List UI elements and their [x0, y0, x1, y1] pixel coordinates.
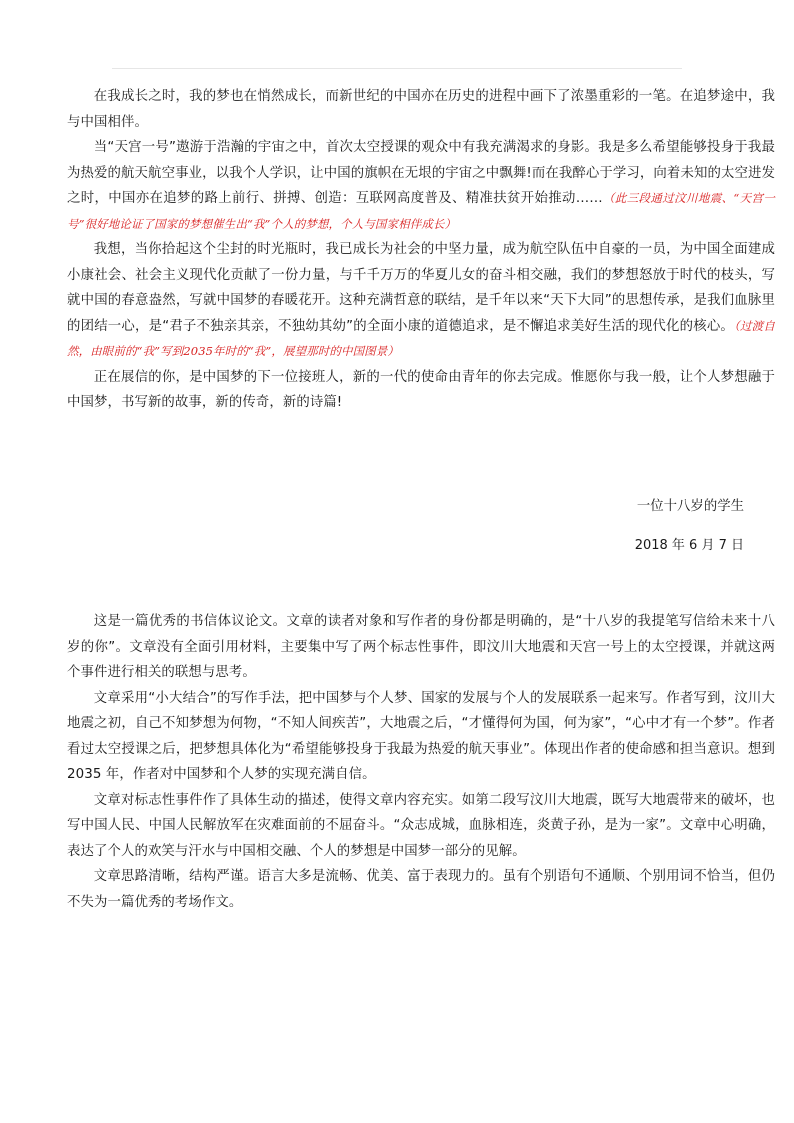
- commentary-paragraph-4: 文章思路清晰，结构严谨。语言大多是流畅、优美、富于表现力的。虽有个别语句不通顺、个别用词不恰当，但仍不失为一篇优秀的考场作文。: [67, 869, 775, 910]
- annotation-note-2: （过渡自然，由眼前的“我”写到2035年时的“我”，展望那时的中国图景）: [67, 318, 775, 358]
- letter-body: [67, 84, 775, 416]
- letter-paragraph-1: 在我成长之时，我的梦也在悄然成长，而新世纪的中国亦在历史的进程中画下了浓墨重彩的一笔。在追梦途中，我与中国相伴。: [67, 89, 775, 130]
- signature: 一位十八岁的学生: [636, 499, 744, 514]
- commentary-paragraph-2: 文章采用“小大结合”的写作手法，把中国梦与个人梦、国家的发展与个人的发展联系一起来写。作者写到，汶川大地震之初，自己不知梦想为何物，“不知人间疾苦”，大地震之后，“才懂得何为国，何为家”，“心中才有一个梦”。作者看过太空授课之后，把梦想具体化为“希望能够投身于我最为热爱的航天事业”。体现出作者的使命感和担当意识。想到 2035 年，作者对中国梦和个人梦的实现充满自信。: [67, 690, 775, 782]
- commentary-paragraph-1: 这是一篇优秀的书信体议论文。文章的读者对象和写作者的身份都是明确的，是“十八岁的我提笔写信给未来十八岁的你”。文章没有全面引用材料，主要集中写了两个标志性事件，即汶川大地震和天宫一号上的太空授课，并就这两个事件进行相关的联想与思考。: [67, 614, 775, 680]
- letter-date: 2018 年 6 月 7 日: [634, 538, 744, 553]
- letter-paragraph-3-text: 我想，当你拾起这个尘封的时光瓶时，我已成长为社会的中坚力量，成为航空队伍中自豪的一员，为中国全面建成小康社会、社会主义现代化贡献了一份力量，与千千万万的华夏儿女的奋斗相交融，我们的梦想怒放于时代的枝头，写就中国的春意盎然，写就中国梦的春暖花开。这种充满哲意的联结，是千年以来“天下大同”的思想传承，是我们血脉里的团结一心，是“君子不独亲其亲，不独幼其幼”的全面小康的道德追求，是不懈追求美好生活的现代化的核心。: [67, 242, 775, 334]
- header-rule: [112, 68, 682, 69]
- annotation-note-1: （此三段通过汶川地震、“天宫一号”很好地论证了国家的梦想催生出“我”个人的梦想，个人与国家相伴成长）: [67, 191, 775, 231]
- commentary-section: [67, 609, 775, 915]
- letter-paragraph-4: 正在展信的你，是中国梦的下一位接班人，新的一代的使命由青年的你去完成。惟愿你与我一般，让个人梦想融于中国梦，书写新的故事，新的传奇，新的诗篇!: [67, 369, 775, 410]
- letter-paragraph-2-text: 当“天宫一号”遨游于浩瀚的宇宙之中，首次太空授课的观众中有我充满渴求的身影。我是多么希望能够投身于我最为热爱的航天航空事业，以我个人学识，让中国的旗帜在无垠的宇宙之中飘舞!而在我醉心于学习，向着未知的太空进发之时，中国亦在追梦的路上前行、拼搏、创造：互联网高度普及、精准扶贫开始推动……: [67, 140, 775, 206]
- letter-paragraph-2: [67, 135, 775, 237]
- commentary-paragraph-3: 文章对标志性事件作了具体生动的描述，使得文章内容充实。如第二段写汶川大地震，既写大地震带来的破坏，也写中国人民、中国人民解放军在灾难面前的不屈奋斗。“众志成城，血脉相连，炎黄子孙，是为一家”。文章中心明确，表达了个人的欢笑与汗水与中国相交融、个人的梦想是中国梦一部分的见解。: [67, 792, 775, 859]
- letter-paragraph-3: [67, 237, 775, 365]
